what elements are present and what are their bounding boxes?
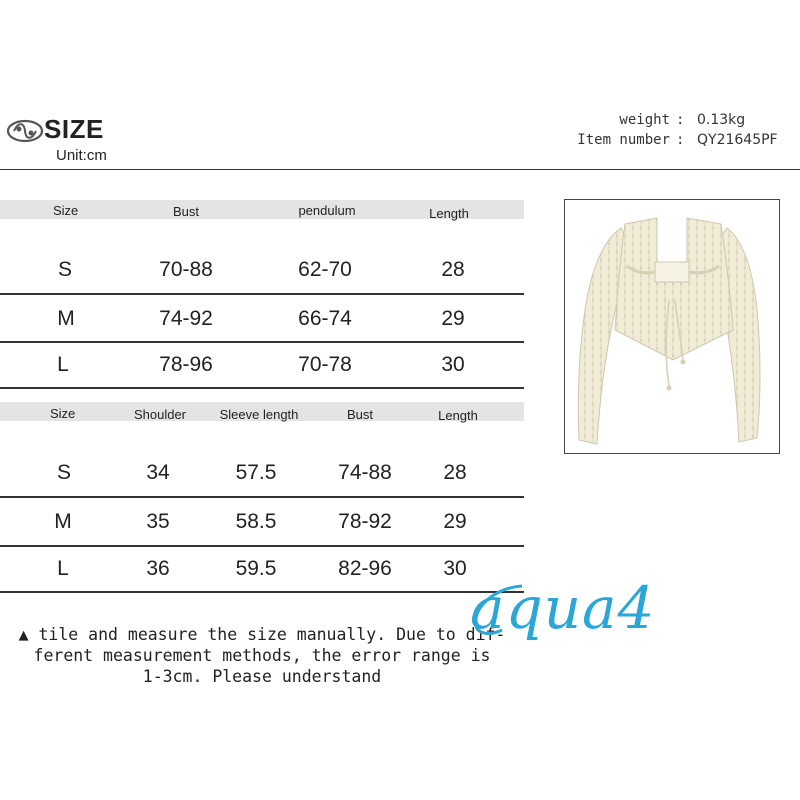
table1-row-m (0, 296, 524, 343)
table2-cell: 57.5 (235, 461, 277, 484)
table2-cell: 34 (146, 461, 170, 484)
header-divider (0, 169, 800, 170)
note-line-3: 1-3cm. Please understand (142, 667, 382, 686)
table1-cell: 29 (441, 307, 465, 330)
table1-cell: 74-92 (159, 307, 213, 330)
table1-cell: 62-70 (298, 258, 352, 281)
table1-cell: 30 (441, 353, 465, 376)
size-title: SIZE (44, 114, 104, 144)
table1-row-l (0, 343, 524, 390)
table2-cell: 35 (146, 510, 170, 533)
table2-row-s (0, 450, 524, 497)
weight-label: weight (619, 112, 670, 128)
table2-cell: 36 (146, 557, 170, 580)
meta-values (697, 110, 778, 150)
table2-header-sleeve-length: Sleeve length (219, 407, 299, 422)
table2-header-size: Size (50, 406, 76, 421)
table1-cell: L (57, 353, 69, 376)
table1-header-size: Size (53, 203, 79, 218)
table2-cell: 78-92 (338, 510, 392, 533)
measurement-note (12, 624, 512, 687)
table1-row-divider (0, 293, 524, 295)
table2-header (0, 402, 524, 421)
meta-labels (570, 110, 670, 150)
table2-cell: 29 (443, 510, 467, 533)
weight-value: 0.13kg (697, 112, 746, 128)
table2-header-bust: Bust (346, 407, 374, 422)
item-colon: : (676, 132, 685, 148)
table1-cell: 28 (441, 258, 465, 281)
product-photo-frame (564, 199, 780, 454)
table1-cell: S (57, 258, 73, 281)
note-line-2: ferent measurement methods, the error range is (33, 646, 491, 665)
weight-colon: : (676, 112, 685, 128)
table1-header (0, 200, 524, 219)
item-number-label: Item number (577, 132, 670, 148)
table1-cell: 78-96 (159, 353, 213, 376)
table2-cell: S (56, 461, 72, 484)
cream-cardigan-icon (565, 200, 778, 452)
item-number-value: QY21645PF (697, 132, 778, 148)
table2-cell: 30 (443, 557, 467, 580)
table1-row-s (0, 247, 524, 294)
table2-cell: 58.5 (235, 510, 277, 533)
table2-bottom-rule (0, 591, 524, 593)
table2-header-shoulder: Shoulder (133, 407, 187, 422)
note-line-1: ▲ tile and measure the size manually. Due to dif- (18, 625, 506, 644)
table1-bottom-rule (0, 387, 524, 389)
table2-cell: 59.5 (235, 557, 277, 580)
table1-header-length: Length (429, 206, 469, 221)
table2-row-m (0, 498, 524, 545)
unit-label: Unit:cm (56, 147, 107, 164)
table2-cell: M (54, 510, 72, 533)
table2-cell: 74-88 (338, 461, 392, 484)
table2-header-length: Length (438, 408, 478, 423)
table1-cell: 66-74 (298, 307, 352, 330)
table1-cell: 70-78 (298, 353, 352, 376)
table1-cell: M (57, 307, 75, 330)
brand-logo-icon (6, 118, 44, 144)
watermark-text: aqua4 (470, 574, 656, 642)
table2-row-l (0, 547, 524, 594)
table1-header-bust: Bust (172, 204, 200, 219)
table1-header-pendulum: pendulum (298, 203, 356, 218)
table2-cell: 28 (443, 461, 467, 484)
table1-cell: 70-88 (159, 258, 213, 281)
meta-colons (676, 110, 686, 150)
table2-cell: 82-96 (338, 557, 392, 580)
table2-cell: L (57, 557, 69, 580)
